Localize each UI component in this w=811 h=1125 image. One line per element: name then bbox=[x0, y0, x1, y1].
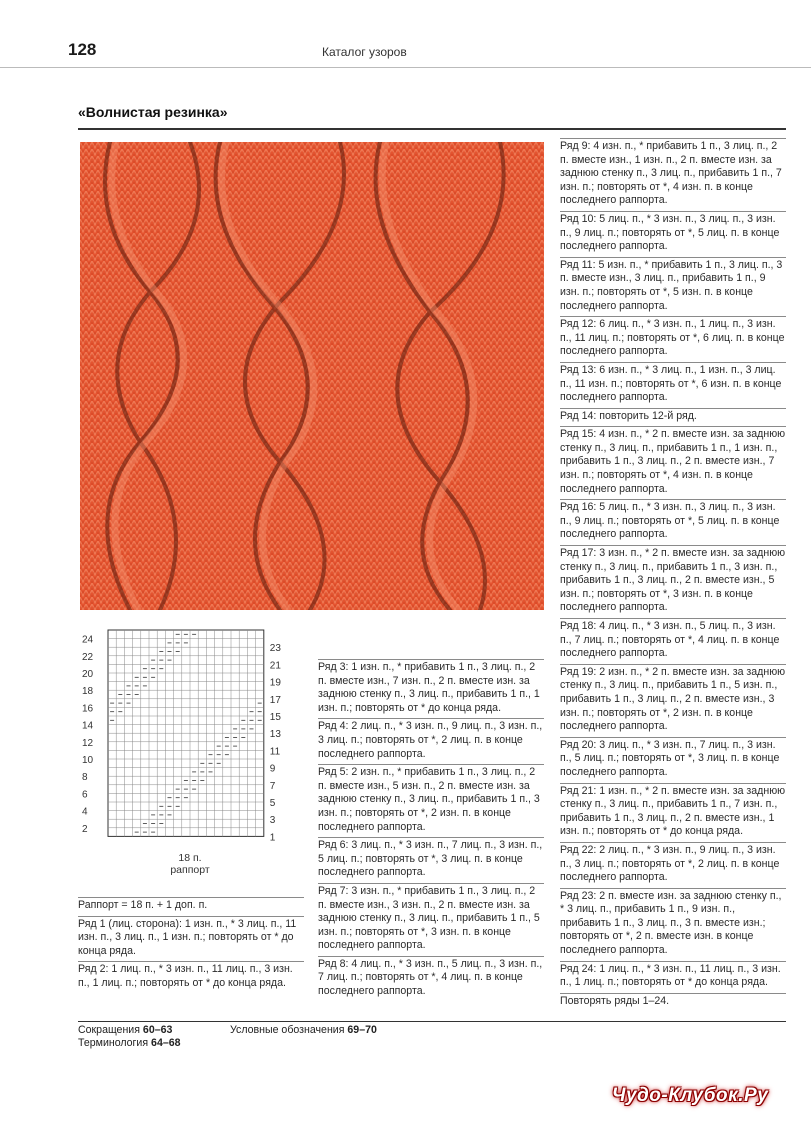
chart-row-number-right: 15 bbox=[269, 712, 281, 723]
instruction-paragraph: Ряд 13: 6 изн. п., * 3 лиц. п., 1 изн. п., 3 лиц. п., 11 изн. п.; повторять от *, 6 изн. п. в конце последнего раппорта. bbox=[560, 362, 786, 408]
chart-caption-stitches: 18 п. bbox=[178, 852, 202, 864]
footer-divider bbox=[78, 1021, 786, 1022]
chart-row-number-left: 8 bbox=[82, 772, 88, 784]
instruction-paragraph: Ряд 14: повторить 12-й ряд. bbox=[560, 408, 786, 427]
chart-row-number-left: 16 bbox=[82, 703, 94, 715]
instruction-paragraph: Ряд 16: 5 лиц. п., * 3 изн. п., 3 лиц. п., 3 изн. п., 9 лиц. п.; повторять от *, 5 лиц. п. в конце последнего раппорта. bbox=[560, 499, 786, 545]
chart-row-number-right: 23 bbox=[269, 643, 281, 655]
instruction-paragraph: Ряд 23: 2 п. вместе изн. за заднюю стенку п., * 3 лиц. п., прибавить 1 п., 9 изн. п., прибавить 1 п., 3 лиц. п., 3 п. вместе изн.; повторять от *, 2 п. вместе изн. в конце последнего раппорта. bbox=[560, 888, 786, 961]
chart-row-number-left: 12 bbox=[82, 737, 94, 749]
site-watermark: Чудо-Клубок.Ру bbox=[612, 1085, 769, 1106]
instruction-paragraph: Ряд 9: 4 изн. п., * прибавить 1 п., 3 лиц. п., 2 п. вместе изн., 1 изн. п., 2 п. вместе изн. за заднюю стенку п., 3 лиц. п., прибавить 1 п., 7 изн. п.; повторять от *, 4 изн. п. в конце последнего раппорта. bbox=[560, 138, 786, 211]
chart-row-number-left: 20 bbox=[82, 669, 94, 680]
instruction-paragraph: Ряд 5: 2 изн. п., * прибавить 1 п., 3 лиц. п., 2 п. вместе изн., 5 изн. п., 2 п. вместе изн. за заднюю стенку п., 3 лиц. п., прибавить 1 п., 3 изн. п.; повторять от *, 2 изн. п. в конце последнего раппорта. bbox=[318, 764, 544, 837]
symbols-link[interactable]: Условные обозначения bbox=[230, 1024, 345, 1036]
instruction-paragraph: Раппорт = 18 п. + 1 доп. п. bbox=[78, 897, 304, 916]
instructions-right-column bbox=[560, 138, 786, 1011]
chart-row-number-right: 19 bbox=[269, 677, 281, 689]
knitted-swatch-image bbox=[80, 142, 544, 610]
instruction-paragraph: Ряд 2: 1 лиц. п., * 3 изн. п., 11 лиц. п., 3 изн. п., 1 лиц. п.; повторять от * до конца ряда. bbox=[78, 961, 304, 993]
instruction-paragraph: Ряд 10: 5 лиц. п., * 3 изн. п., 3 лиц. п., 3 изн. п., 9 лиц. п.; повторять от *, 5 лиц. п. в конце последнего раппорта. bbox=[560, 211, 786, 257]
page-number: 128 bbox=[68, 40, 97, 59]
terms-link[interactable]: Терминология bbox=[78, 1037, 149, 1049]
chart-row-number-left: 14 bbox=[82, 720, 94, 732]
instruction-paragraph: Ряд 15: 4 изн. п., * 2 п. вместе изн. за заднюю стенку п., 3 лиц. п., прибавить 1 п., 1 изн. п., прибавить 1 п., 3 лиц. п., 2 п. вместе изн., 7 изн. п.; повторять от *, 4 изн. п. в конце последнего раппорта. bbox=[560, 426, 786, 499]
instructions-left-column bbox=[78, 897, 304, 994]
chart-row-number-left: 24 bbox=[82, 634, 94, 646]
chart-row-number-right: 7 bbox=[269, 780, 276, 792]
abbr-pages: 60–63 bbox=[142, 1024, 173, 1036]
instruction-paragraph: Ряд 7: 3 изн. п., * прибавить 1 п., 3 лиц. п., 2 п. вместе изн., 3 изн. п., 2 п. вместе изн. за заднюю стенку п., 3 лиц. п., прибавить 1 п., 5 изн. п.; повторять от *, 3 изн. п. в конце последнего раппорта. bbox=[318, 883, 544, 956]
instruction-paragraph: Ряд 1 (лиц. сторона): 1 изн. п., * 3 лиц. п., 11 изн. п., 3 лиц. п., 1 изн. п.; повторять от * до конца ряда. bbox=[78, 916, 304, 962]
knitting-chart bbox=[80, 626, 304, 862]
chart-row-number-right: 5 bbox=[269, 798, 276, 809]
abbr-link[interactable]: Сокращения bbox=[78, 1024, 140, 1036]
terms-pages: 64–68 bbox=[151, 1037, 181, 1049]
instruction-paragraph: Ряд 20: 3 лиц. п., * 3 изн. п., 7 лиц. п., 3 изн. п., 5 лиц. п.; повторять от *, 3 лиц. п. в конце последнего раппорта. bbox=[560, 737, 786, 783]
header-divider bbox=[0, 67, 811, 68]
title-divider bbox=[78, 128, 786, 130]
pattern-title: «Волнистая резинка» bbox=[78, 104, 228, 120]
chart-row-number-right: 3 bbox=[269, 815, 276, 827]
chart-row-number-right: 9 bbox=[269, 763, 276, 775]
instruction-paragraph: Ряд 17: 3 изн. п., * 2 п. вместе изн. за заднюю стенку п., 3 лиц. п., прибавить 1 п., 3 изн. п., прибавить 1 п., 3 лиц. п., 2 п. вместе изн., 5 изн. п.; повторять от *, 3 изн. п. в конце последнего раппорта. bbox=[560, 545, 786, 618]
footer-symbols bbox=[230, 1024, 377, 1036]
chart-row-number-left: 4 bbox=[82, 806, 88, 818]
chart-row-number-left: 10 bbox=[82, 755, 94, 766]
instruction-paragraph: Ряд 6: 3 лиц. п., * 3 изн. п., 7 лиц. п., 3 изн. п., 5 лиц. п.; повторять от *, 3 лиц. п. в конце последнего раппорта. bbox=[318, 837, 544, 883]
chart-row-number-left: 22 bbox=[82, 651, 94, 663]
instruction-paragraph: Повторять ряды 1–24. bbox=[560, 993, 786, 1012]
running-head: Каталог узоров bbox=[322, 45, 407, 59]
chart-caption bbox=[150, 852, 230, 876]
instruction-paragraph: Ряд 12: 6 лиц. п., * 3 изн. п., 1 лиц. п., 3 изн. п., 11 лиц. п.; повторять от *, 6 лиц. п. в конце последнего раппорта. bbox=[560, 316, 786, 362]
chart-row-number-left: 2 bbox=[82, 823, 88, 835]
chart-caption-repeat: раппорт bbox=[170, 864, 210, 876]
instruction-paragraph: Ряд 3: 1 изн. п., * прибавить 1 п., 3 лиц. п., 2 п. вместе изн., 7 изн. п., 2 п. вместе изн. за заднюю стенку п., 3 лиц. п., прибавить 1 п., 1 изн. п.; повторять от * до конца ряда. bbox=[318, 659, 544, 718]
instruction-paragraph: Ряд 11: 5 изн. п., * прибавить 1 п., 3 лиц. п., 3 п. вместе изн., 3 лиц. п., прибавить 1 п., 9 изн. п.; повторять от *, 5 изн. п. в конце последнего раппорта. bbox=[560, 257, 786, 316]
instruction-paragraph: Ряд 21: 1 изн. п., * 2 п. вместе изн. за заднюю стенку п., 3 лиц. п., прибавить 1 п., 7 изн. п., прибавить 1 п., 3 лиц. п., 2 п. вместе изн., 1 изн. п.; повторять от * до конца ряда. bbox=[560, 783, 786, 842]
chart-row-number-left: 6 bbox=[82, 789, 88, 801]
instruction-paragraph: Ряд 19: 2 изн. п., * 2 п. вместе изн. за заднюю стенку п., 3 лиц. п., прибавить 1 п., 5 изн. п., прибавить 1 п., 3 лиц. п., 2 п. вместе изн., 3 изн. п.; повторять от *, 2 изн. п. в конце последнего раппорта. bbox=[560, 664, 786, 737]
symbols-pages: 69–70 bbox=[347, 1024, 377, 1036]
chart-row-number-right: 11 bbox=[269, 746, 281, 758]
instruction-paragraph: Ряд 22: 2 лиц. п., * 3 изн. п., 9 лиц. п., 3 изн. п., 3 лиц. п.; повторять от *, 2 лиц. п. в конце последнего раппорта. bbox=[560, 842, 786, 888]
footer-references bbox=[78, 1024, 181, 1050]
instruction-paragraph: Ряд 18: 4 лиц. п., * 3 изн. п., 5 лиц. п., 3 изн. п., 7 лиц. п.; повторять от *, 4 лиц. п. в конце последнего раппорта. bbox=[560, 618, 786, 664]
chart-row-number-right: 21 bbox=[269, 660, 281, 672]
chart-row-number-right: 13 bbox=[269, 729, 281, 741]
chart-row-number-right: 17 bbox=[269, 694, 281, 706]
instruction-paragraph: Ряд 8: 4 лиц. п., * 3 изн. п., 5 лиц. п., 3 изн. п., 7 лиц. п.; повторять от *, 4 лиц. п. в конце последнего раппорта. bbox=[318, 956, 544, 1002]
chart-row-number-right: 1 bbox=[269, 832, 276, 844]
instruction-paragraph: Ряд 4: 2 лиц. п., * 3 изн. п., 9 лиц. п., 3 изн. п., 3 лиц. п.; повторять от *, 2 лиц. п. в конце последнего раппорта. bbox=[318, 718, 544, 764]
instructions-middle-column bbox=[318, 659, 544, 1002]
instruction-paragraph: Ряд 24: 1 лиц. п., * 3 изн. п., 11 лиц. п., 3 изн. п., 1 лиц. п.; повторять от * до конца ряда. bbox=[560, 961, 786, 993]
chart-row-number-left: 18 bbox=[82, 686, 94, 698]
